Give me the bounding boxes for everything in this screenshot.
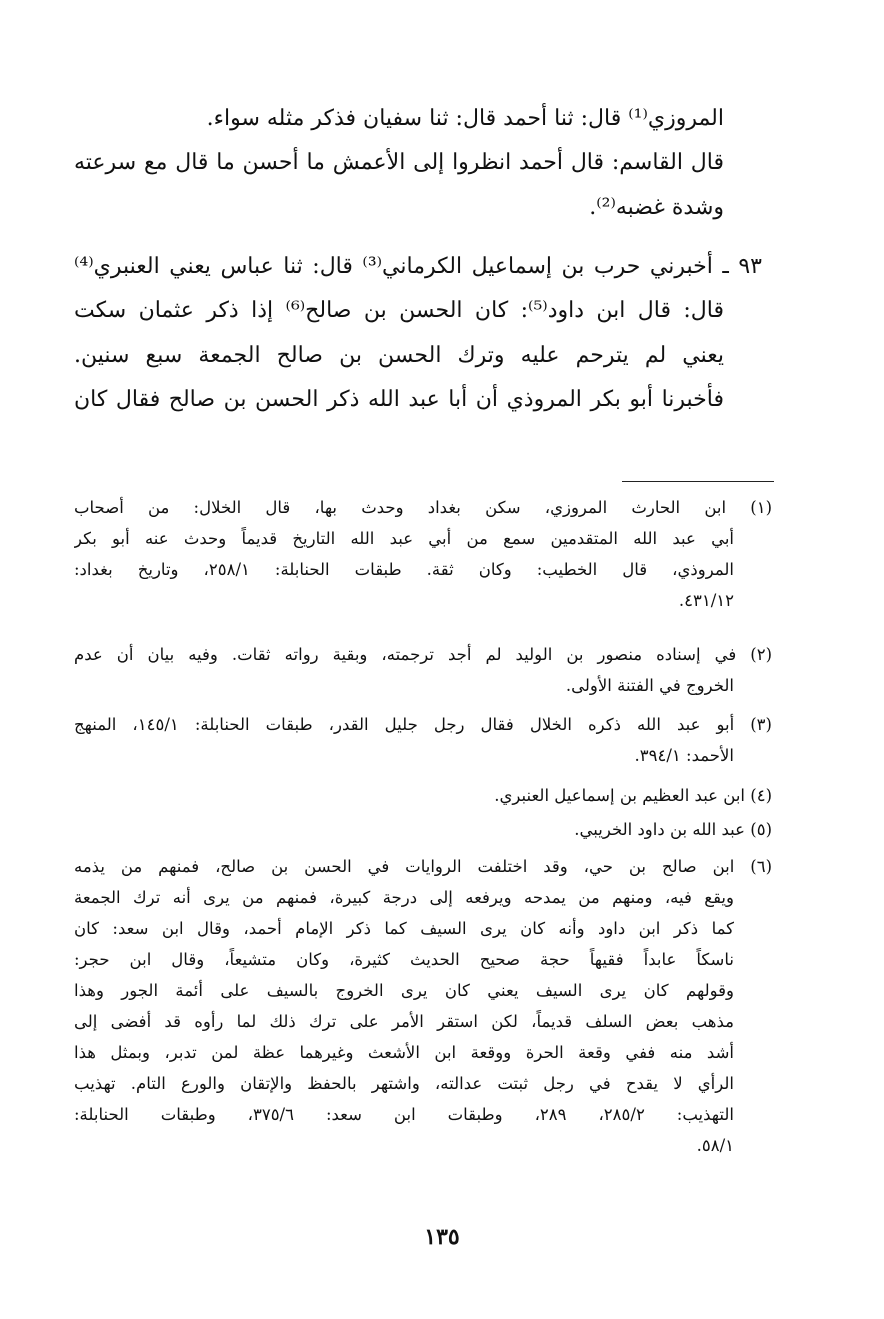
main-text-line: قال القاسم: قال أحمد انظروا إلى الأعمش ما أحسن ما قال مع سرعته [74, 150, 724, 175]
footnote-line: ناسكاً عابداً فقيهاً حجة صحيح الحديث كثيرة، وكان متشيعاً، وقال ابن حجر: [74, 950, 734, 969]
main-text-line: المروزي⁽¹⁾ قال: ثنا أحمد قال: ثنا سفيان فذكر مثله سواء. [206, 106, 724, 131]
footnote-line: (٤) ابن عبد العظيم بن إسماعيل العنبري. [494, 786, 772, 805]
footnote-line: التهذيب: ٢٨٥/٢، ٢٨٩، وطبقات ابن سعد: ٣٧٥/٦، وطبقات الحنابلة: [74, 1105, 734, 1124]
footnote-line: أبي عبد الله المتقدمين سمع من أبي عبد الله التاريخ قديماً وحدث عنه أبو بكر [74, 529, 734, 548]
main-text-line: قال: قال ابن داود⁽⁵⁾: كان الحسن بن صالح⁽⁶⁾ إذا ذكر عثمان سكت [74, 298, 724, 323]
footnote-line: (٥) عبد الله بن داود الخريبي. [574, 820, 772, 839]
footnote-line: الرأي لا يقدح في رجل ثبتت عدالته، واشتهر بالحفظ والإتقان والورع التام. تهذيب [74, 1074, 734, 1093]
footnote-line: أشد منه ففي وقعة الحرة ووقعة ابن الأشعث وغيرهما عظة لمن تدبر، وبمثل هذا [74, 1043, 734, 1062]
footnote-line: (١) ابن الحارث المروزي، سكن بغداد وحدث بها، قال الخلال: من أصحاب [74, 498, 772, 517]
main-text-line: فأخبرنا أبو بكر المروذي أن أبا عبد الله ذكر الحسن بن صالح فقال كان [74, 387, 724, 412]
footnote-line: ٥٨/١. [696, 1136, 734, 1155]
footnote-line: وقولهم كان يرى السيف يعني كان يرى الخروج بالسيف على أئمة الجور وهذا [74, 981, 734, 1000]
page-number: ١٣٥ [424, 1224, 460, 1250]
footnote-line: (٦) ابن صالح بن حي، وقد اختلفت الروايات في الحسن بن صالح، فمنهم من يذمه [74, 857, 772, 876]
footnote-line: (٢) في إسناده منصور بن الوليد لم أجد ترجمته، وبقية رواته ثقات. وفيه بيان أن عدم [74, 645, 772, 664]
main-text-line: يعني لم يترحم عليه وترك الحسن بن صالح الجمعة سبع سنين. [74, 343, 724, 368]
footnote-line: مذهب بعض السلف قديماً، لكن استقر الأمر على ترك ذلك لما رأوه قد أفضى إلى [74, 1012, 734, 1031]
footnote-line: (٣) أبو عبد الله ذكره الخلال فقال رجل جليل القدر، طبقات الحنابلة: ١٤٥/١، المنهج [74, 715, 772, 734]
footnote-line: ٤٣١/١٢. [678, 591, 734, 610]
footnote-line: ويقع فيه، ومنهم من يمدحه ويرفعه إلى درجة كبيرة، فمنهم من يرى أنه ترك الجمعة [74, 888, 734, 907]
main-text-line: ٩٣ ـ أخبرني حرب بن إسماعيل الكرماني⁽³⁾ قال: ثنا عباس يعني العنبري⁽⁴⁾ [74, 254, 762, 279]
main-text-line: وشدة غضبه⁽²⁾. [589, 195, 724, 220]
footnote-line: الخروج في الفتنة الأولى. [565, 676, 734, 695]
footnote-line: الأحمد: ٣٩٤/١. [634, 746, 734, 765]
footnote-separator [622, 481, 774, 482]
footnote-line: المروذي، قال الخطيب: وكان ثقة. طبقات الحنابلة: ٢٥٨/١، وتاريخ بغداد: [74, 560, 734, 579]
footnote-line: كما ذكر ابن داود وأنه كان يرى السيف كما ذكر الإمام أحمد، وقال ابن سعد: كان [74, 919, 734, 938]
